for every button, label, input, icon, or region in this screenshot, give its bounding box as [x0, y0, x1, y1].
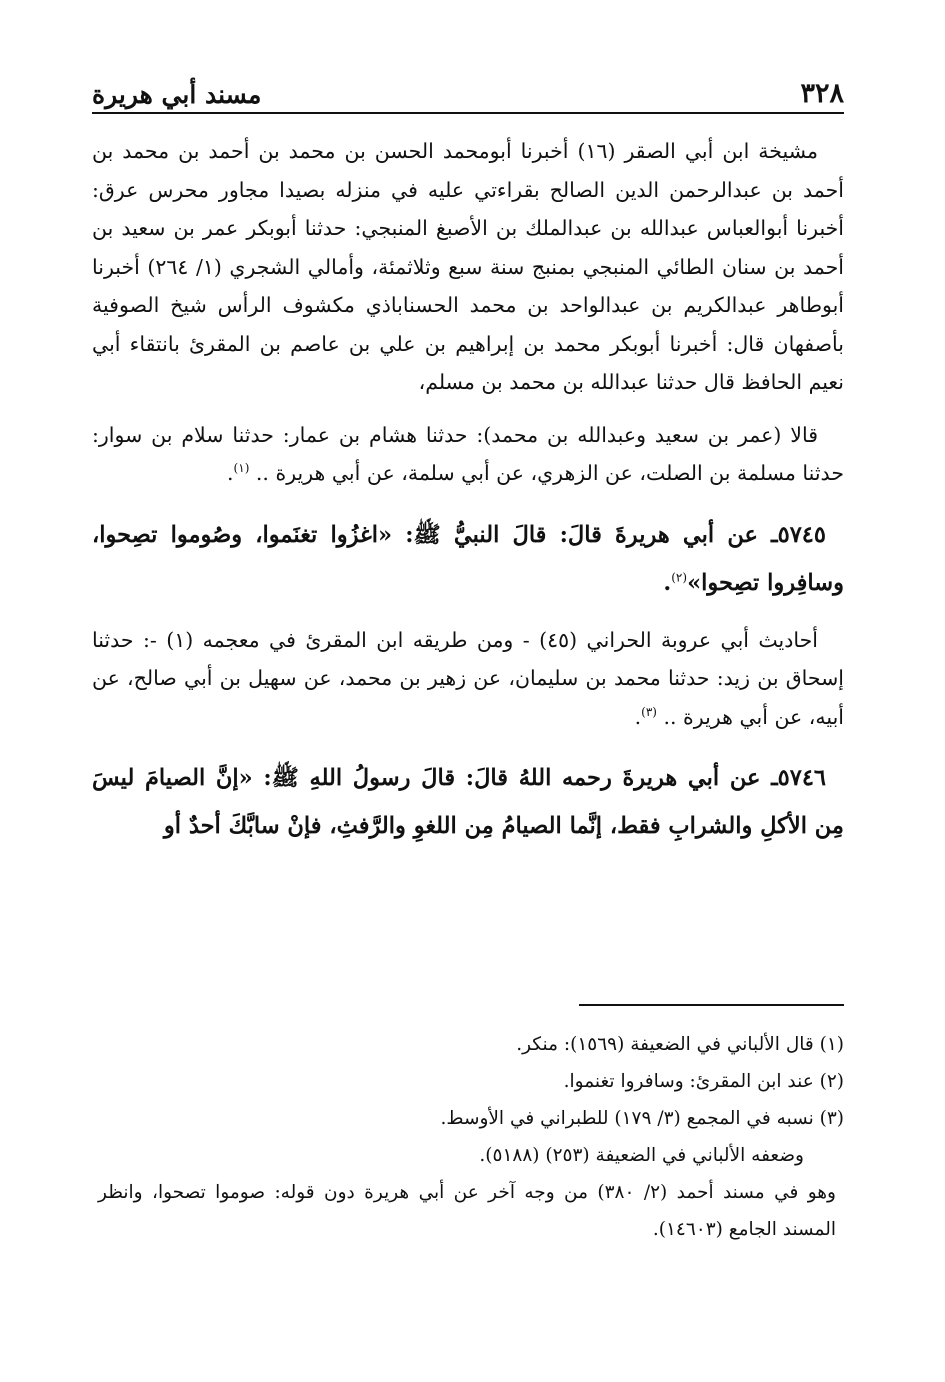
- source-paragraph-3: أحاديث أبي عروبة الحراني (٤٥) - ومن طريقه ابن المقرئ في معجمه (١) -: حدثنا إسحاق بن زيد: حدثنا محمد بن سليمان، عن زهير بن محمد، عن سهيل بن أبي صالح، عن أبيه، عن أبي هريرة .. $^{(٣)}$.: [92, 627, 844, 729]
- hadith-text: عن أبي هريرةَ قالَ: قالَ النبيُّ ﷺ: «اغزُوا تغنَموا، وصُوموا تصِحوا، وسافِروا تصِحوا»: [92, 521, 844, 596]
- footnotes: [92, 1026, 844, 1248]
- footnote-ref-3[interactable]: (٣): [641, 704, 657, 719]
- source-paragraph-2-text: قالا (عمر بن سعيد وعبدالله بن محمد): حدثنا هشام بن عمار: حدثنا سلام بن سوار: حدثنا مسلمة بن الصلت، عن الزهري، عن أبي سلمة، عن أبي هريرة ..: [92, 422, 844, 485]
- footnote-3: (٣) نسبه في المجمع (٣/ ١٧٩) للطبراني في الأوسط.: [440, 1108, 844, 1129]
- page: [92, 0, 844, 1382]
- source-paragraph-2: قالا (عمر بن سعيد وعبدالله بن محمد): حدثنا هشام بن عمار: حدثنا سلام بن سوار: حدثنا مسلمة بن الصلت، عن الزهري، عن أبي سلمة، عن أبي هريرة .. $^{(١)}$.: [92, 422, 844, 485]
- hadith-number: ٥٧٤٥ـ: [771, 521, 826, 548]
- footnote-3-note: وهو في مسند أحمد (٢/ ٣٨٠) من وجه آخر عن أبي هريرة دون قوله: صوموا تصحوا، وانظر المسند الجامع (١٤٦٠٣).: [98, 1182, 836, 1240]
- source-paragraph-1: [92, 132, 844, 402]
- page-header: [92, 72, 844, 114]
- source-paragraph-1-text: مشيخة ابن أبي الصقر (١٦) أخبرنا أبومحمد الحسن بن محمد بن أحمد بن محمد بن أحمد بن عبدالرحمن الدين الصالح بقراءتي عليه في منزله بصيدا مجاور محرس عرق: أخبرنا أبوالعباس عبدالله بن عبدالملك بن الأصبغ المنبجي: حدثنا أبوبكر عمر بن سعيد بن أحمد بن سنان الطائي المنبجي بمنبج سنة سبع وثلاثمئة، وأمالي الشجري (١/ ٢٦٤) أخبرنا أبوطاهر عبدالكريم بن عبدالواحد بن محمد الحسناباذي مكشوف الرأس شيخ الصوفية بأصفهان قال: أخبرنا أبوبكر محمد بن إبراهيم بن علي بن عاصم بن المقرئ بانتقاء أبي نعيم الحافظ قال حدثنا عبدالله بن محمد بن مسلم،: [92, 139, 844, 394]
- hadith-5745: ٥٧٤٥ـ عن أبي هريرةَ قالَ: قالَ النبيُّ ﷺ: «اغزُوا تغنَموا، وصُوموا تصِحوا، وسافِروا تصِحوا»$^{(٢)}$.: [92, 521, 844, 596]
- hadith-5746: [92, 754, 844, 850]
- footnote-3-continuation: وضعفه الألباني في الضعيفة (٢٥٣) (٥١٨٨).: [479, 1145, 804, 1166]
- page-number: ٣٢٨: [800, 78, 844, 109]
- footnote-1: (١) قال الألباني في الضعيفة (١٥٦٩): منكر.: [516, 1034, 844, 1055]
- main-text: [92, 132, 844, 850]
- footnote-2: (٢) عند ابن المقرئ: وسافروا تغنموا.: [563, 1071, 844, 1092]
- footnote-divider: [579, 1004, 844, 1006]
- footnote-ref-1[interactable]: (١): [233, 461, 250, 476]
- source-paragraph-3-text: أحاديث أبي عروبة الحراني (٤٥) - ومن طريقه ابن المقرئ في معجمه (١) -: حدثنا إسحاق بن زيد: حدثنا محمد بن سليمان، عن زهير بن محمد، عن سهيل بن أبي صالح، عن أبيه، عن أبي هريرة ..: [92, 627, 844, 729]
- running-title: مسند أبي هريرة: [92, 80, 262, 109]
- hadith-number: ٥٧٤٦ـ: [771, 765, 826, 791]
- hadith-text: عن أبي هريرةَ رحمه اللهُ قالَ: قالَ رسولُ اللهِ ﷺ: «إنَّ الصيامَ ليسَ مِن الأكلِ والشرابِ فقط، إنَّما الصيامُ مِن اللغوِ والرَّفثِ، فإنْ سابَّكَ أحدٌ أو: [92, 765, 844, 839]
- footnote-ref-2[interactable]: (٢): [671, 570, 688, 584]
